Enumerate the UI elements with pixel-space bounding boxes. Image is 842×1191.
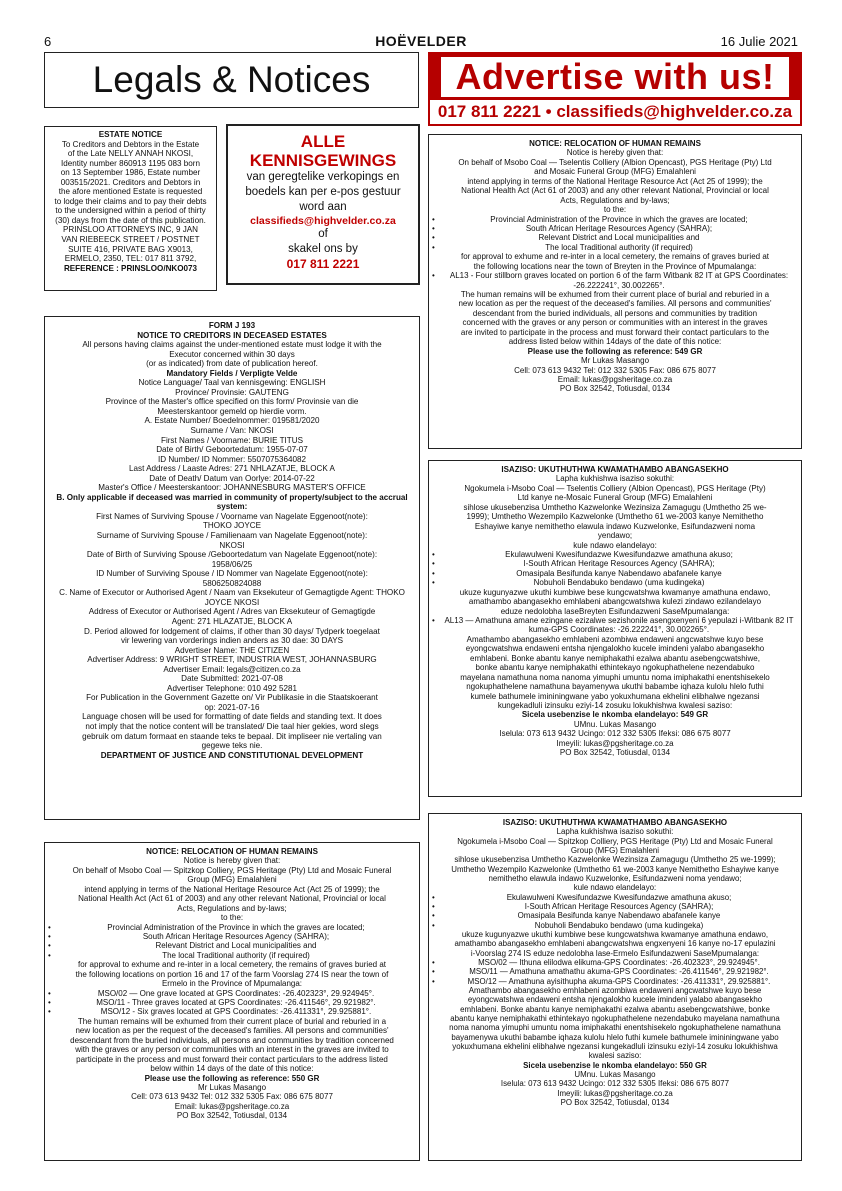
text-line: for approval to exhume and re-inter in a local cemetery, the remains of graves buried at — [460, 252, 769, 262]
text-line: yendawo; — [597, 531, 633, 541]
text-line: bonke abantu kanye nemiphakathi ethintekayo ngokuphathelene nezendabuko — [475, 663, 755, 673]
page-number: 6 — [44, 34, 52, 49]
bullet-item — [48, 923, 416, 932]
text-line: Surname / Van: NKOSI — [190, 426, 274, 436]
text-line: are invited to participate in the process and must forward their contact particulars to the — [460, 327, 770, 337]
text-line: eyongcwatshwa endaweni entsha njengalokho kucele imindeni yalabo abangasekho — [467, 995, 763, 1005]
bullet-item — [432, 958, 798, 967]
text-line: On behalf of Msobo Coal — Tselentis Colliery (Albion Opencast), PGS Heritage (Pty) Ltd — [458, 157, 772, 167]
text-line: op: 2021-07-16 — [204, 702, 260, 712]
text-line: to the: — [220, 913, 244, 923]
bullet-item — [432, 893, 798, 902]
text-line: to lodge their claims and to pay their debts — [54, 196, 207, 206]
bullet-item — [432, 911, 798, 920]
bullet-text: • Omasipala Besifunda kanye Nabendawo abafanele kanye — [517, 911, 721, 921]
text-line: Mr Lukas Masango — [197, 1082, 267, 1092]
text-line: yokuxhumana ekhelini elibhalwe ngezansi kungekadluli izinsuku eziyi-14 zosuku lokukhishwa — [452, 1041, 778, 1051]
text-line: Advertiser Address: 9 WRIGHT STREET, INDUSTRIA WEST, JOHANNASBURG — [87, 655, 377, 665]
isaziso-intro — [432, 827, 798, 892]
bullet-text: • Relevant District and Local municipalities and — [538, 233, 700, 243]
relocation-body — [432, 290, 798, 347]
bullet-item — [432, 569, 798, 578]
kennisgewings-title: KENNISGEWINGS — [249, 151, 397, 170]
relocation-contact — [432, 356, 798, 394]
isaziso-contact — [432, 1070, 798, 1107]
form-section-b — [48, 512, 416, 588]
text-line: Imeyili: lukas@pgsheritage.co.za — [557, 1088, 673, 1098]
bullet-text: • South African Heritage Resources Agency (SAHRA); — [142, 931, 330, 941]
alle-line2: boedels kan per e-pos gestuur — [245, 186, 401, 198]
relocation-notice-spitzkop — [44, 842, 420, 1161]
form-section-d1: D. Period allowed for lodgement of claims, if other than 30 days/ Tydperk toegelaat — [84, 626, 380, 636]
text-line: Email: lukas@pgsheritage.co.za — [174, 1101, 290, 1111]
text-line: Iselula: 073 613 9432 Ucingo: 012 332 5305 Ifeksi: 086 675 8077 — [500, 1079, 730, 1089]
text-line: bayamenywa ukuthi babambe iqhaza kulolu hlelo futhi kumele bathumele imininingwane yabo — [451, 1032, 779, 1042]
alle-line4: of — [318, 228, 328, 240]
text-line: below within 14 days of the date of this notice: — [150, 1064, 314, 1074]
relocation-notice-tselentis — [428, 134, 802, 449]
bullet-text: • MSO/12 — Amathuna ayisithupha akuma-GPS Coordinates: -26.411331°, 29.925881°. — [467, 976, 771, 986]
text-line: 003515/2021. Creditors and Debtors in — [60, 177, 201, 187]
form-section-d2: vir lewering van vorderings indien anders as 30 dae: 30 DAYS — [120, 636, 344, 646]
text-line: kule ndawo elandelayo: — [573, 883, 657, 893]
text-line: PO Box 32542, Totiusdal, 0134 — [176, 1111, 288, 1121]
text-line: Executor concerned within 30 days — [169, 349, 295, 359]
text-line: First Names of Surviving Spouse / Voorname van Nagelate Eggenoot(note): — [96, 511, 368, 521]
text-line: descendant from the buried individuals, all persons and communities by tradition — [472, 308, 758, 318]
isaziso-reference: Sicela usebenzise le nkomba elandelayo: 549 GR — [521, 710, 709, 720]
text-line: Meesterskantoor gemeld op hierdie vorm. — [157, 406, 307, 416]
text-line: Surname of Surviving Spouse / Familienaam van Nagelate Eggenoot(note): — [96, 531, 368, 541]
text-line: PRINSLOO ATTORNEYS INC, 9 JAN — [62, 225, 199, 235]
isaziso-locations — [432, 588, 798, 616]
isaziso-grave-al13: • AL13 — Amathuna amane ezingane ezizalwe sezishonile asengxenyeni 6 yepulazi i-Witbank 82 IT kuma-GPS Coordinates: -26.222241°, 30.002265°. — [432, 616, 798, 635]
bullet-text: • MSO/11 — Amathuna amathathu akuma-GPS Coordinates: -26.411546°, 29.921982°. — [469, 967, 769, 977]
text-line: Group (MFG) Emalahleni — [570, 845, 660, 855]
text-line: ukuze kugunyazwe ukuthi kumbiwe bese kungcwatshwa kwamanye amathuna endawo, — [459, 587, 771, 597]
bullet-item — [48, 989, 416, 998]
text-line: kumele bathumele imininingwane yabo yokuxhumana ekhelini elibhalwe ngezansi — [470, 691, 760, 701]
bullet-text: • The local Traditional authority (if required) — [545, 242, 693, 252]
text-line: intend applying in terms of the National Heritage Resource Act (Act 25 of 1999); the — [84, 884, 380, 894]
text-line: mayelana namathuna noma nanoma yimuphi umuntu noma imiphakathi enentshisekelo — [460, 672, 770, 682]
text-line: (30) days from the date of this publication. — [55, 215, 206, 225]
form-section-a — [48, 378, 416, 493]
text-line: Advertiser Email: legals@citizen.co.za — [163, 664, 301, 674]
bullet-item — [48, 1007, 416, 1016]
text-line: emhlabeni. Bonke abantu kanye nemiphakathi ezalwa abantu asebengcwatshiwe, — [470, 653, 760, 663]
text-line: Last Address / Laaste Adres: 271 NHLAZATJE, BLOCK A — [129, 464, 335, 474]
form-section-c — [48, 607, 416, 626]
text-line: Lapha kukhishwa isaziso sokuthi: — [555, 474, 675, 484]
text-line: Eshayiwe kanye nemithetho elawula indawo Kuzwelonke, Esifundazweni noma — [474, 521, 756, 531]
relocation-title: NOTICE: RELOCATION OF HUMAN REMAINS — [529, 139, 701, 148]
bullet-text: • I-South African Heritage Resources Agency (SAHRA); — [524, 901, 714, 911]
relocation-locations — [48, 960, 416, 988]
text-line: gegewe teks nie. — [201, 741, 263, 751]
bullet-item — [48, 932, 416, 941]
estate-notice-reference: REFERENCE : PRINSLOO/NKO073 — [63, 263, 198, 273]
bullet-text: • MSO/12 - Six graves located at GPS Coordinates: -26.411331°, 29.925881°. — [100, 1007, 372, 1017]
isaziso-body — [432, 635, 798, 711]
text-line: Mr Lukas Masango — [580, 356, 650, 366]
text-line: amathambo abangasekho emhlabeni abangcwatshwa engxenyeni 16 kanye no-17 epulazini — [454, 939, 776, 949]
form-footer: DEPARTMENT OF JUSTICE AND CONSTITUTIONAL DEVELOPMENT — [100, 750, 364, 760]
relocation-title: NOTICE: RELOCATION OF HUMAN REMAINS — [146, 847, 318, 856]
isaziso-intro — [432, 474, 798, 550]
text-line: for approval to exhume and re-inter in a local cemetery, the remains of graves buried at — [77, 960, 386, 970]
text-line: Imeyili: lukas@pgsheritage.co.za — [556, 738, 674, 748]
text-line: noma nanoma yimuphi umuntu noma imiphakathi enentshisekelo ngokuphathelene namathuna — [449, 1023, 781, 1033]
text-line: on 13 September 1986, Estate number — [60, 168, 201, 178]
advertise-headline: Advertise with us! — [439, 55, 790, 99]
relocation-contact — [48, 1083, 416, 1121]
text-line: Iselula: 073 613 9432 Ucingo: 012 332 5305 Ifeksi: 086 675 8077 — [499, 729, 731, 739]
text-line: address listed below within 14days of the date of this notice: — [508, 337, 722, 347]
bullet-text: • Ekulawulweni Kwesifundazwe Kwesifundazwe amathuna akuso; — [506, 892, 732, 902]
text-line: Notice Language/ Taal van kennisgewing: ENGLISH — [138, 378, 326, 388]
text-line: not imply that the notice content will be translated/ Die taal hier gekies, word slegs — [85, 721, 379, 731]
estate-notice — [44, 126, 217, 291]
bullet-text: • Nobuholi Bendabuko bendawo (uma kudingeka) — [533, 578, 705, 588]
relocation-body — [48, 1017, 416, 1074]
alle-line1: van geregtelike verkopings en — [246, 171, 400, 183]
bullet-item — [432, 233, 798, 242]
text-line: Date Submitted: 2021-07-08 — [181, 674, 283, 684]
text-line: Acts, Regulations and by-laws; — [177, 903, 287, 913]
estate-notice-title: ESTATE NOTICE — [98, 130, 163, 139]
bullet-text: • I-South African Heritage Resources Agency (SAHRA); — [523, 559, 715, 569]
text-line: eduze nedolobha laseBreyten Esifundazweni SaseMpumalanga: — [500, 606, 730, 616]
bullet-text: • MSO/02 — One grave located at GPS Coordinates: -26.402323°, 29.924945°. — [97, 988, 375, 998]
text-line: Group (MFG) Emalahleni — [187, 875, 277, 885]
text-line: kule ndawo elandelayo: — [573, 540, 657, 550]
form-title: FORM J 193 — [208, 321, 256, 330]
text-line: All persons having claims against the under-mentioned estate must lodge it with the — [82, 340, 382, 350]
bullet-item — [432, 550, 798, 559]
advertise-contact[interactable]: 017 811 2221 • classifieds@highvelder.co.za — [428, 98, 802, 126]
bullet-text: • MSO/02 — Ithuna elilodwa elikuma-GPS Coordinates: -26.402323°, 29.924945°. — [478, 957, 760, 967]
text-line: First Names / Voorname: BURIE TITUS — [161, 435, 303, 445]
text-line: Identity number 860913 1195 083 born — [61, 158, 200, 168]
isaziso-title: ISAZISO: UKUTHUTHWA KWAMATHAMBO ABANGASEKHO — [502, 818, 728, 827]
isaziso-body — [432, 986, 798, 1061]
alle-kennisgewings-box — [226, 124, 420, 285]
isaziso-locations — [432, 930, 798, 958]
relocation-graves — [48, 989, 416, 1017]
text-line: the following locations near the town of Breyten in the Province of Mpumalanga: — [473, 261, 757, 271]
relocation-grave-al13: • AL13 - Four stillborn graves located on portion 6 of the farm Witbank 82 IT at GPS Coordinates: -26.222241°, 30.002265°. — [432, 271, 798, 290]
bullet-item — [48, 941, 416, 950]
text-line: to the undersigned within a period of thirty — [55, 206, 206, 216]
text-line: 1958/06/25 — [211, 559, 253, 569]
bullet-text: • The local Traditional authority (if required) — [162, 950, 310, 960]
text-line: National Health Act (Act 61 of 2003) and any other relevant National, Provincial or local — [461, 186, 769, 196]
text-line: and Mosaic Funeral Group (MFG) Emalahleni — [534, 167, 696, 177]
text-line: descendant from the buried individuals, all persons and communities by tradition concerned — [70, 1035, 394, 1045]
isaziso-authorities — [432, 893, 798, 930]
text-line: gebruik om datum formaat en staande teks te bepaal. Dit impliseer nie vertaling van — [82, 731, 382, 741]
text-line: Amathambo abangasekho emhlabeni azombiwa endaweni angcwatshwe kuyo bese — [468, 985, 762, 995]
text-line: ID Number/ ID Nommer: 5507075364082 — [157, 454, 306, 464]
form-subtitle: NOTICE TO CREDITORS IN DECEASED ESTATES — [137, 330, 327, 340]
text-line: SUITE 416, PRIVATE BAG X9013, — [68, 244, 193, 254]
text-line: On behalf of Msobo Coal — Spitzkop Colliery, PGS Heritage (Pty) Ltd and Mosaic Funeral — [72, 865, 392, 875]
bullet-item — [432, 977, 798, 986]
text-line: Notice is hereby given that: — [183, 856, 281, 866]
text-line: ERMELO, 2350, TEL: 017 811 3792, — [64, 254, 197, 264]
text-line: Province/ Provinsie: GAUTENG — [175, 387, 289, 397]
estate-notice-body — [47, 140, 214, 264]
text-line: new location as per the request of the deceased's families. All persons and communities' — [75, 1026, 389, 1036]
bullet-item — [432, 921, 798, 930]
text-line: to the: — [603, 205, 627, 215]
alle-line3: word aan — [299, 201, 347, 213]
text-line: new location as per the request of the deceased's families. All persons and communities' — [458, 299, 772, 309]
bullet-text: • Ekulawulweni Kwesifundazwe Kwesifundazwe amathuna akuso; — [505, 549, 733, 559]
bullet-text: • Provincial Administration of the Province in which the graves are located; — [490, 214, 748, 224]
text-line: NKOSI — [219, 540, 245, 550]
text-line: UMnu. Lukas Masango — [574, 1069, 656, 1079]
text-line: THOKO JOYCE — [202, 521, 261, 531]
text-line: Email: lukas@pgsheritage.co.za — [557, 374, 673, 384]
text-line: intend applying in terms of the National Heritage Resource Act (Act 25 of 1999); the — [467, 176, 763, 186]
text-line: PO Box 32542, Totiusdal, 0134 — [559, 748, 671, 758]
bullet-text: • Provincial Administration of the Province in which the graves are located; — [107, 922, 365, 932]
relocation-reference: Please use the following as reference: 549 GR — [527, 346, 703, 356]
text-line: VAN RIEBEECK STREET / POSTNET — [61, 235, 200, 245]
relocation-intro — [432, 148, 798, 214]
text-line: Ngokumela i-Msobo Coal — Spitzkop Colliery, PGS Heritage (Pty) Ltd and Mosaic Funeral — [457, 836, 773, 846]
text-line: kungekadluli izinsuku eziyi-14 zosuku lokukhishwa kwalesi saziso: — [497, 700, 733, 710]
text-line: Advertiser Telephone: 010 492 5281 — [167, 683, 297, 693]
text-line: Amathambo abangasekho emhlabeni azombiwa endaweni angcwatshwe kuyo bese — [466, 634, 764, 644]
bullet-text: • Nobuholi Bendabuko bendawo (uma kudingeka) — [534, 920, 704, 930]
text-line: Master's Office / Meesterskantoor: JOHANNESBURG MASTER'S OFFICE — [98, 483, 366, 493]
text-line: i-Voorslag 274 IS eduze nedolobha lase-Ermelo Esifundazweni SaseMpumalanga: — [470, 948, 760, 958]
text-line: ngokuphathelene namathuna bayamenywa ukuthi babambe iqhaza kulolu hlelo futhi — [466, 682, 764, 692]
text-line: eyongcwatshwa endaweni entsha njengalokho kucele imindeni yalabo abangasekho — [465, 644, 765, 654]
text-line: Ltd kanye ne-Mosaic Funeral Group (MFG) Emalahleni — [517, 493, 713, 503]
bullet-item — [432, 243, 798, 252]
text-line: Ngokumela i-Msobo Coal — Tselentis Colliery (Albion Opencast), PGS Heritage (Pty) — [464, 483, 766, 493]
text-line: the afore mentioned Estate is requested — [58, 187, 203, 197]
legals-banner: Legals & Notices — [44, 52, 419, 108]
relocation-intro — [48, 856, 416, 922]
text-line: Notice is hereby given that: — [566, 148, 664, 158]
isaziso-authorities — [432, 550, 798, 588]
issue-date: 16 Julie 2021 — [720, 34, 798, 49]
text-line: To Creditors and Debtors in the Estate — [61, 139, 200, 149]
text-line: PO Box 32542, Totiusdal, 0134 — [560, 1097, 670, 1107]
text-line: Address of Executor or Authorised Agent / Adres van Eksekuteur of Gemagtigde — [88, 607, 376, 617]
bullet-item — [48, 951, 416, 960]
text-line: with the graves or any person or communities with an interest in the graves are invited to — [75, 1045, 389, 1055]
alle-phone: 017 811 2221 — [286, 257, 360, 271]
isaziso-contact — [432, 720, 798, 758]
isaziso-notice-tselentis — [428, 460, 802, 797]
form-intro — [48, 340, 416, 369]
text-line: amathambo abangasekho emhlabeni abangcwatshwa kulezi zindawo ezilandelayo — [468, 597, 762, 607]
text-line: Date of Birth/ Geboortedatum: 1955-07-07 — [156, 445, 308, 455]
text-line: A. Estate Number/ Boedelnommer: 019581/2020 — [144, 416, 320, 426]
alle-email-link[interactable]: classifieds@highvelder.co.za — [250, 215, 396, 227]
relocation-reference: Please use the following as reference: 550 GR — [144, 1073, 320, 1083]
text-line: Province of the Master's office specified on this form/ Provinsie van die — [105, 397, 359, 407]
masthead: HOËVELDER — [375, 33, 467, 49]
bullet-text: • South African Heritage Resources Agency (SAHRA); — [525, 223, 713, 233]
isaziso-reference: Sicela usebenzise le nkomba elandelayo: 550 GR — [523, 1060, 707, 1070]
bullet-text: • Relevant District and Local municipalities and — [155, 941, 317, 951]
alle-line5: skakel ons by — [288, 243, 358, 255]
bullet-item — [432, 967, 798, 976]
relocation-authorities — [48, 923, 416, 961]
bullet-text: • MSO/11 - Three graves located at GPS Coordinates: -26.411546°, 29.921982°. — [96, 998, 376, 1007]
text-line: concerned with the graves or any person or communities with an interest in the graves — [462, 318, 768, 328]
text-line: Cell: 073 613 9432 Tel: 012 332 5305 Fax: 086 675 8077 — [131, 1092, 333, 1102]
text-line: ID Number of Surviving Spouse / ID Nommer van Nagelate Eggenoot(note): — [96, 569, 368, 579]
form-section-b-heading: B. Only applicable if deceased was married in community of property/subject to the accrual system: — [56, 492, 408, 512]
text-line: Advertiser Name: THE CITIZEN — [174, 645, 290, 655]
isaziso-notice-spitzkop — [428, 813, 802, 1161]
text-line: abantu kanye nemiphakathi ethintekayo ngokuphathelene nezendabuko mayelana namathuna — [450, 1013, 780, 1023]
bullet-item — [432, 224, 798, 233]
text-line: Ermelo in the Province of Mpumalanga: — [161, 979, 303, 989]
relocation-authorities — [432, 215, 798, 253]
text-line: Umthetho Wezempilo Kazwelonke (Umthetho 61 we-2003 kanye Nemithetho Eshayiwe kanye — [451, 864, 779, 874]
text-line: National Health Act (Act 61 of 2003) and any other relevant National, Provincial or local — [78, 894, 386, 904]
text-line: Cell: 073 613 9432 Tel: 012 332 5305 Fax: 086 675 8077 — [514, 365, 716, 375]
text-line: the following locations on portion 16 and 17 of the farm Voorslag 274 IS near the town of — [75, 969, 389, 979]
text-line: The human remains will be exhumed from their current place of burial and reburied in a — [460, 290, 770, 299]
form-section-d — [48, 646, 416, 751]
text-line: kwalesi saziso: — [588, 1051, 642, 1061]
text-line: of the Late NELLY ANNAH NKOSI, — [67, 149, 194, 159]
bullet-item — [48, 998, 416, 1007]
text-line: sihlose ukusebenzisa Umthetho Kazwelonke Wezinsiza Zamagugu (Umthetho 25 we- — [463, 502, 767, 512]
text-line: Date of Death/ Datum van Oorlye: 2014-07-22 — [149, 473, 315, 483]
bullet-item — [432, 902, 798, 911]
bullet-item — [432, 215, 798, 224]
form-j193-notice — [44, 316, 420, 820]
text-line: 5806250824088 — [202, 578, 262, 588]
text-line: UMnu. Lukas Masango — [573, 719, 657, 729]
relocation-locations — [432, 252, 798, 271]
form-section-c-heading: C. Name of Executor or Authorised Agent / Naam van Eksekuteur of Gemagtigde Agent: THOKO JOYCE NKOSI — [59, 588, 405, 607]
text-line: Language chosen will be used for formatting of date fields and standing text. It does — [82, 712, 382, 722]
isaziso-graves — [432, 958, 798, 986]
text-line: Agent: 271 HLAZATJE, BLOCK A — [171, 616, 293, 626]
text-line: emhlabeni. Bonke abantu kanye nemiphakathi ezalwa abantu asebengcwatshiwe, bonke — [460, 1004, 770, 1014]
text-line: The human remains will be exhumed from their current place of burial and reburied in a — [77, 1016, 387, 1026]
text-line: participate in the process and must forward their contact particulars to the address listed — [76, 1054, 388, 1064]
form-mandatory: Mandatory Fields / Verpligte Velde — [166, 368, 298, 378]
text-line: Date of Birth of Surviving Spouse /Geboortedatum van Nagelate Eggenoot(note): — [86, 550, 378, 560]
text-line: ukuze kugunyazwe ukuthi kumbiwe bese kungcwatshwa kwamanye amathuna endawo, — [461, 929, 769, 939]
isaziso-title: ISAZISO: UKUTHUTHWA KWAMATHAMBO ABANGASEKHO — [501, 465, 729, 474]
advertise-banner — [428, 52, 802, 98]
text-line: (or as indicated) from date of publication hereof. — [146, 359, 318, 369]
text-line: For Publication in the Government Gazette on/ Vir Publikasie in die Staatskoerant — [86, 693, 378, 703]
text-line: sihlose ukusebenzisa Umthetho Kazwelonke Wezinsiza Zamagugu (Umthetho 25 we-1999); — [454, 855, 776, 865]
text-line: Lapha kukhishwa isaziso sokuthi: — [556, 827, 674, 837]
alle-title: ALLE — [300, 132, 346, 151]
text-line: PO Box 32542, Totiusdal, 0134 — [559, 384, 671, 394]
bullet-text: • Omasipala Besifunda kanye Nabendawo abafanele kanye — [516, 568, 722, 578]
text-line: 1999); Umthetho Wezempilo Kazwelonke (Umthetho 61 we-2003 kanye Nemithetho — [466, 512, 764, 522]
bullet-item — [432, 559, 798, 568]
text-line: Acts, Regulations and by-laws; — [560, 195, 670, 205]
text-line: nemithetho elawula indawo Kuzwelonke, Esifundazweni noma yendawo; — [488, 873, 742, 883]
bullet-item — [432, 578, 798, 587]
